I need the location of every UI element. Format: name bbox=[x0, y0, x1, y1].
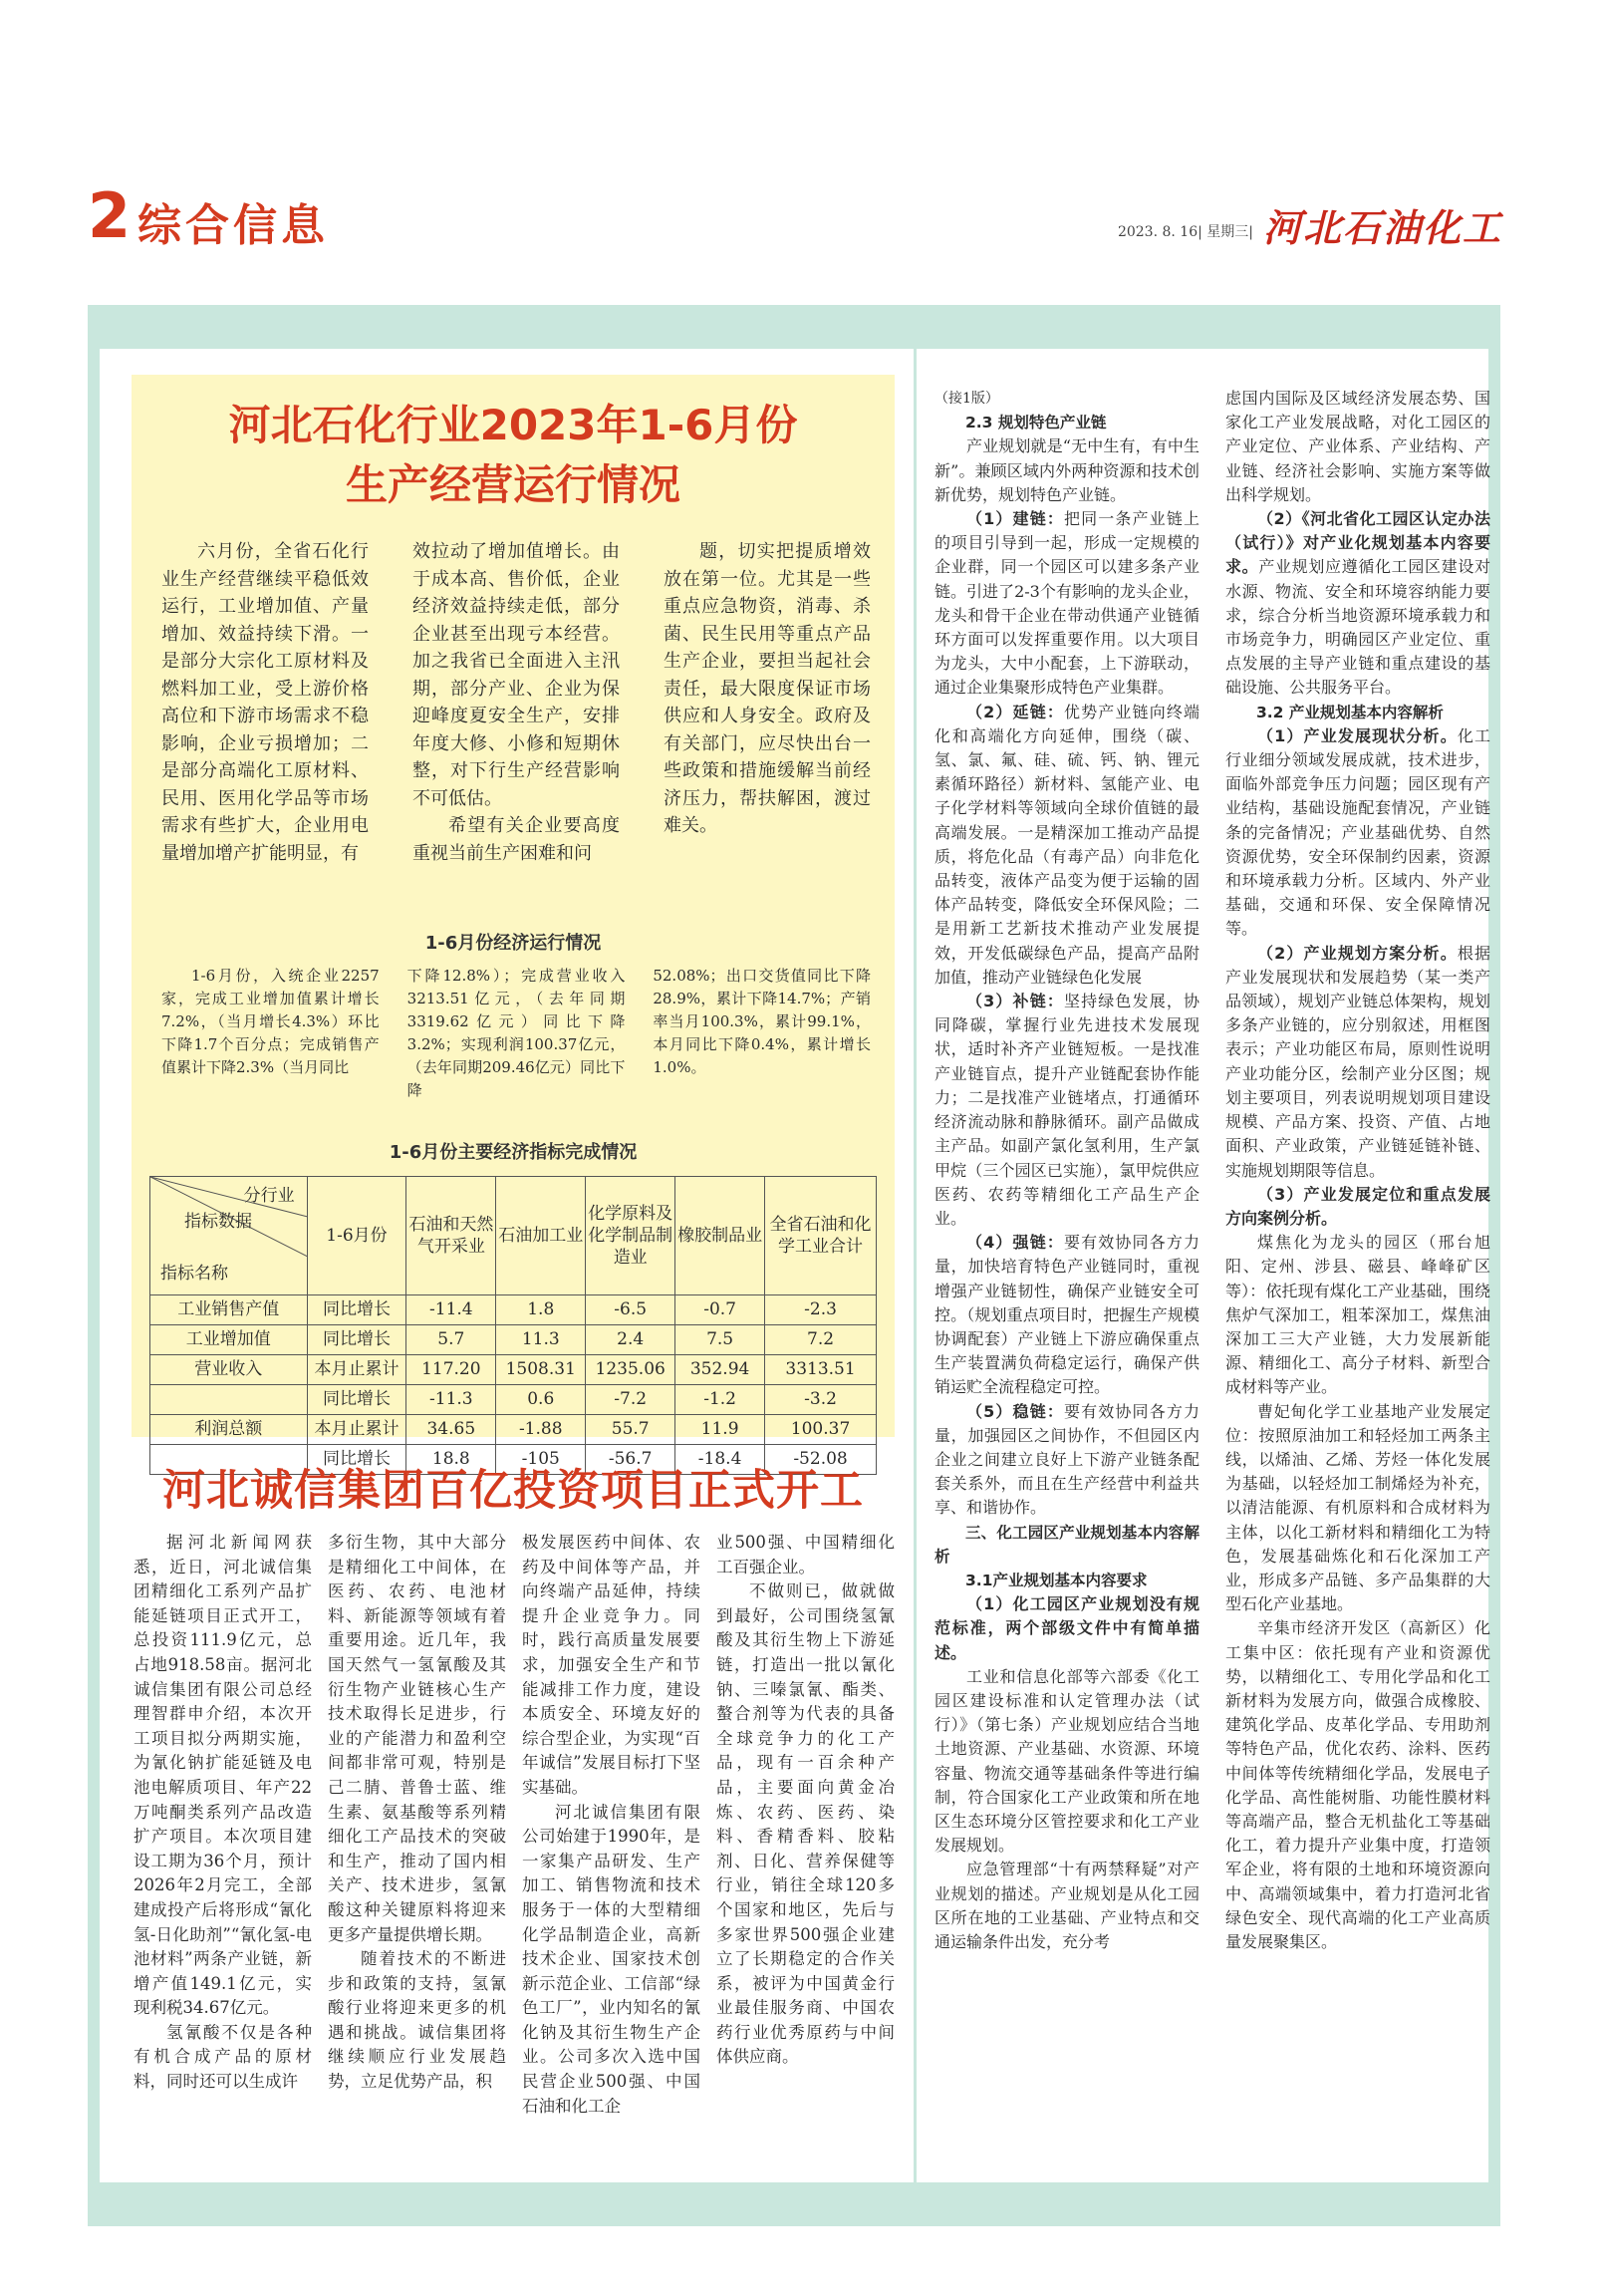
summary-body bbox=[161, 965, 871, 1102]
paragraph: 效拉动了增加值增长。由于成本高、售价低，企业经济效益持续走低，部分企业甚至出现亏本经营。加之我省已全面进入主汛期，部分产业、企业为保迎峰度夏安全生产，安排年度大修、小修和短期休整，对下行生产经营影响不可低估。 bbox=[412, 541, 620, 809]
indicator-name-cell: 工业销售产值 bbox=[150, 1295, 308, 1325]
paragraph bbox=[934, 1592, 1200, 1665]
metric-cell: 本月止累计 bbox=[307, 1355, 406, 1385]
table-row bbox=[150, 1385, 877, 1415]
value-cell: 11.3 bbox=[496, 1325, 586, 1355]
table-body bbox=[150, 1295, 877, 1475]
lead-term: （5）稳链： bbox=[966, 1401, 1064, 1421]
table-header-column: 石油和天然气开采业 bbox=[406, 1177, 496, 1295]
value-cell: -52.08 bbox=[765, 1445, 877, 1475]
lead-term: （2）延链： bbox=[966, 702, 1064, 721]
column-divider bbox=[914, 349, 917, 2182]
section-heading: 三、化工园区产业规划基本内容解析 bbox=[934, 1523, 1200, 1566]
value-cell: 1508.31 bbox=[496, 1355, 586, 1385]
metric-cell: 同比增长 bbox=[307, 1295, 406, 1325]
table-corner-cell bbox=[150, 1177, 308, 1295]
value-cell: 1.8 bbox=[496, 1295, 586, 1325]
value-cell: 7.5 bbox=[675, 1325, 765, 1355]
article-industrial-park-planning bbox=[934, 387, 1490, 1954]
metric-cell: 同比增长 bbox=[307, 1325, 406, 1355]
paragraph: 产业规划就是“无中生有，有中生新”。兼顾区域内外两种资源和技术创新优势，规划特色产业链。 bbox=[934, 436, 1200, 504]
value-cell: -18.4 bbox=[675, 1445, 765, 1475]
table-row bbox=[150, 1415, 877, 1445]
value-cell: 1235.06 bbox=[586, 1355, 675, 1385]
article-production-report bbox=[132, 375, 895, 1469]
value-cell: -1.2 bbox=[675, 1385, 765, 1415]
masthead bbox=[88, 179, 1502, 252]
lead-term: （2）《河北省化工园区认定办法（试行）》对产业化规划基本内容要求。 bbox=[1225, 509, 1490, 577]
paragraph: （2）《河北省化工园区认定办法（试行）》对产业化规划基本内容要求。产业规划应遵循化工园区建设对水源、物流、安全和环境容纳能力要求，综合分析当地资源环境承载力和市场竞争力，明确园区产业定位、重点发展的主导产业链和重点建设的基础设施、公共服务平台。 bbox=[1225, 509, 1490, 698]
table-header-column: 橡胶制品业 bbox=[675, 1177, 765, 1295]
paper-logo: 河北石油化工 bbox=[1262, 205, 1502, 250]
section-heading: 3.1产业规划基本内容要求 bbox=[965, 1571, 1148, 1589]
lead-term: （1）化工园区产业规划没有规范标准，两个部级文件中有简单描述。 bbox=[934, 1594, 1200, 1662]
continuation-note: （接1版） bbox=[934, 391, 999, 407]
paragraph: 随着技术的不断进步和政策的支持，氢氰酸行业将迎来更多的机遇和挑战。诚信集团将继续顺应行业发展趋势，立足优势产品，积 bbox=[328, 1949, 506, 2092]
value-cell: 2.4 bbox=[586, 1325, 675, 1355]
paragraph: 辛集市经济开发区（高新区）化工集中区：依托现有产业和资源优势，以精细化工、专用化学品和化工新材料为发展方向，做强合成橡胶、建筑化学品、皮革化学品、专用助剂等特色产品，优化农药、涂料、医药中间体等传统精细化学品，发展电子化学品、高性能树脂、功能性膜材料等高端产品，整合无机盐化工等基础化工，着力提升产业集中度，打造领军企业，将有限的土地和环境资源向中、高端领域集中，着力打造河北省绿色安全、现代高端的化工产业高质量发展聚集区。 bbox=[1225, 1618, 1490, 1951]
paragraph: （2）延链：优势产业链向终端化和高端化方向延伸，围绕（碳、氢、氯、氟、硅、硫、钙、钠、锂元素循环路径）新材料、氢能产业、电子化学材料等领域向全球价值链的最高端发展。一是精深加工推动产品提质，将危化品（有毒产品）向非危化品转变，液体产品变为便于运输的固体产品转变，降低安全环保风险；二是用新工艺新技术推动产业发展提效，开发低碳绿色产品，提高产品附加值，推动产业链绿色化发展 bbox=[934, 702, 1200, 987]
section-heading: 2.3 规划特色产业链 bbox=[965, 414, 1107, 432]
body-column bbox=[328, 1531, 506, 2119]
paragraph: 河北诚信集团有限公司始建于1990年，是一家集产品研发、生产加工、销售物流和技术服务于一体的大型精细化学品制造企业，高新技术企业、国家技术创新示范企业、工信部“绿色工厂”，业内知名的氰化钠及其衍生物生产企业。公司多次入选中国民营企业500强、中国石油和化工企 bbox=[522, 1802, 700, 2116]
body-column bbox=[716, 1531, 895, 2119]
body-column bbox=[133, 1531, 312, 2119]
indicator-name-cell: 工业增加值 bbox=[150, 1325, 308, 1355]
metric-cell: 同比增长 bbox=[307, 1385, 406, 1415]
value-cell: 100.37 bbox=[765, 1415, 877, 1445]
value-cell: 7.2 bbox=[765, 1325, 877, 1355]
table-header-column: 石油加工业 bbox=[496, 1177, 586, 1295]
metric-cell: 本月止累计 bbox=[307, 1415, 406, 1445]
body-column bbox=[522, 1531, 700, 2119]
summary-column: 1-6月份，入统企业2257家，完成工业增加值累计增长7.2%，（当月增长4.3%）环比下降1.7个百分点；完成销售产值累计下降2.3%（当月同比 bbox=[161, 967, 380, 1076]
article-body bbox=[161, 538, 871, 867]
value-cell: 55.7 bbox=[586, 1415, 675, 1445]
lead-term: （3）补链： bbox=[966, 992, 1064, 1011]
value-cell: -56.7 bbox=[586, 1445, 675, 1475]
paragraph: 极发展医药中间体、农药及中间体等产品，并向终端产品延伸，持续提升企业竞争力。同时，践行高质量发展要求，加强安全生产和节能减排工作力度，建设本质安全、环境友好的综合型企业，为实现“百年诚信”发展目标打下坚实基础。 bbox=[522, 1533, 700, 1797]
paragraph bbox=[1225, 1183, 1490, 1231]
table-header-period: 1-6月份 bbox=[307, 1177, 406, 1295]
summary-heading: 1-6月份经济运行情况 bbox=[424, 933, 602, 954]
indicator-table bbox=[149, 1176, 877, 1475]
body-column bbox=[1225, 387, 1490, 1954]
value-cell: 3313.51 bbox=[765, 1355, 877, 1385]
indicator-name-cell: 利润总额 bbox=[150, 1415, 308, 1445]
table-row bbox=[150, 1295, 877, 1325]
body-column: 题，切实把提质增效放在第一位。尤其是一些重点应急物资，消毒、杀菌、民生民用等重点产品生产企业，要担当起社会责任，最大限度保证市场供应和人身安全。政府及有关部门，应尽快出台一些政策和措施缓解当前经济压力，帮扶解困，渡过难关。 bbox=[664, 541, 871, 836]
value-cell: 5.7 bbox=[406, 1325, 496, 1355]
summary-column: 下降12.8%）；完成营业收入3213.51亿元，（去年同期3319.62亿元）同比下降3.2%；实现利润100.37亿元，（去年同期209.46亿元）同比下降 bbox=[406, 967, 626, 1099]
paragraph: （2）产业规划方案分析。根据产业发展现状和发展趋势（某一类产品领域），规划产业链总体架构，规划多条产业链的，应分别叙述，用框图表示；产业功能区布局，原则性说明产业功能分区，绘制产业分区图；规划主要项目，列表说明规划项目建设规模、产品方案、投资、产值、占地面积、产业政策，产业链延链补链、实施规划期限等信息。 bbox=[1225, 943, 1490, 1180]
corner-label-indicator: 指标名称 bbox=[160, 1264, 228, 1284]
page-number: 2 bbox=[88, 179, 132, 252]
value-cell: -0.7 bbox=[675, 1295, 765, 1325]
lead-term: （1）建链： bbox=[966, 509, 1064, 529]
value-cell: 117.20 bbox=[406, 1355, 496, 1385]
value-cell: -6.5 bbox=[586, 1295, 675, 1325]
table-header-column: 全省石油和化学工业合计 bbox=[765, 1177, 877, 1295]
value-cell: 0.6 bbox=[496, 1385, 586, 1415]
value-cell: -7.2 bbox=[586, 1385, 675, 1415]
paragraph: 虑国内国际及区域经济发展态势、国家化工产业发展战略，对化工园区的产业定位、产业体系、产业结构、产业链、经济社会影响、实施方案等做出科学规划。 bbox=[1225, 389, 1490, 504]
paragraph: 不做则已，做就做到最好，公司围绕氢氰酸及其衍生物上下游延链，打造出一批以氰化钠、三嗪氯氰、酯类、螯合剂等为代表的具备全球竞争力的化工产品，现有一百余种产品，主要面向黄金冶炼、农药、医药、染料、香精香料、胶粘剂、日化、营养保健等行业，销往全球120多个国家和地区，先后与多家世界500强企业建立了长期稳定的合作关系，被评为中国黄金行业最佳服务商、中国农药行业优秀原药与中间体供应商。 bbox=[716, 1581, 895, 2067]
section-title: 综合信息 bbox=[137, 200, 329, 251]
corner-label-data: 指标数据 bbox=[184, 1212, 252, 1232]
paragraph: （1）产业发展现状分析。化工行业细分领域发展成就，技术进步，面临外部竞争压力问题；园区现有产业结构，基础设施配套情况，产业链条的完备情况；产业基础优势、自然资源优势，安全环保制约因素，资源和环境承载力分析。区域内、外产业基础，交通和环保、安全保障情况等。 bbox=[1225, 725, 1490, 939]
paragraph: 多衍生物，其中大部分是精细化工中间体，在医药、农药、电池材料、新能源等领域有着重要用途。近几年，我国天然气一氢氰酸及其衍生物产业链核心生产技术取得长足进步，行业的产能潜力和盈利空间都非常可观，特别是己二腈、普鲁士蓝、维生素、氨基酸等系列精细化工产品技术的突破和生产，推动了国内相关产、技术进步，氢氰酸这种关键原料将迎来更多产量提供增长期。 bbox=[328, 1533, 506, 1944]
value-cell: 11.9 bbox=[675, 1415, 765, 1445]
paragraph: （4）强链：要有效协同各方力量，加快培育特色产业链同时，重视增强产业链韧性，确保产业链安全可控。（规划重点项目时，把握生产规模协调配套）产业链上下游应确保重点生产装置满负荷稳定运行，确保产供销运贮全流程稳定可控。 bbox=[934, 1233, 1200, 1397]
paragraph: 工业和信息化部等六部委《化工园区建设标准和认定管理办法（试行）》（第七条）产业规划应结合当地土地资源、产业基础、水资源、环境容量、物流交通等基础条件等进行编制，符合国家化工产业政策和所在地区生态环境分区管控要求和化工产业发展规划。 bbox=[934, 1666, 1200, 1856]
issue-weekday: 星期三 bbox=[1206, 224, 1249, 240]
value-cell: 34.65 bbox=[406, 1415, 496, 1445]
article-title-line2: 生产经营运行情况 bbox=[345, 460, 680, 509]
paragraph: 煤焦化为龙头的园区（邢台旭阳、定州、涉县、磁县、峰峰矿区等）：依托现有煤化工产业基础，围绕焦炉气深加工，粗苯深加工，煤焦油深加工三大产业链，大力发展新能源、精细化工、高分子材料、新型合成材料等产业。 bbox=[1225, 1233, 1490, 1397]
body-column bbox=[412, 538, 620, 867]
table-heading: 1-6月份主要经济指标完成情况 bbox=[389, 1142, 638, 1163]
value-cell: -2.3 bbox=[765, 1295, 877, 1325]
article-title-line1: 河北石化行业2023年1-6月份 bbox=[228, 401, 798, 449]
lead-term: （1）产业发展现状分析。 bbox=[1257, 725, 1458, 745]
paragraph: 应急管理部“十有两禁释疑”对产业规划的描述。产业规划是从化工园区所在地的工业基础、产业特点和交通运输条件出发，充分考 bbox=[934, 1860, 1200, 1951]
value-cell: -1.88 bbox=[496, 1415, 586, 1445]
issue-date: 2023. 8. 16 bbox=[1117, 224, 1199, 240]
value-cell: 18.8 bbox=[406, 1445, 496, 1475]
section-heading: 3.2 产业规划基本内容解析 bbox=[1256, 703, 1444, 721]
lead-term: （4）强链： bbox=[966, 1233, 1064, 1253]
value-cell: -11.4 bbox=[406, 1295, 496, 1325]
issue-date-line: 2023. 8. 16| 星期三| bbox=[1117, 224, 1253, 240]
paragraph: （5）稳链：要有效协同各方力量，加强园区之间协作，不但园区内企业之间建立良好上下游产业链条配套关系外，而且在生产经营中利益共享、和谐协作。 bbox=[934, 1401, 1200, 1518]
content-area bbox=[100, 349, 1488, 2182]
table-row bbox=[150, 1325, 877, 1355]
value-cell: -105 bbox=[496, 1445, 586, 1475]
lead-term: （2）产业规划方案分析。 bbox=[1257, 943, 1458, 963]
corner-label-industry: 分行业 bbox=[243, 1186, 295, 1206]
paragraph: 业500强、中国精细化工百强企业。 bbox=[716, 1533, 895, 1577]
paragraph: （3）补链：坚持绿色发展，协同降碳，掌握行业先进技术发展现状，适时补齐产业链短板。一是找准产业链盲点，提升产业链配套协作能力；二是找准产业链堵点，打通循环经济流动脉和静脉循环。副产品做成主产品。如副产氯化氢利用，生产氯甲烷（三个园区已实施），氯甲烷供应医药、农药等精细化工产品生产企业。 bbox=[934, 992, 1200, 1228]
indicator-name-cell: 营业收入 bbox=[150, 1355, 308, 1385]
value-cell: -11.3 bbox=[406, 1385, 496, 1415]
content-frame bbox=[88, 305, 1500, 2226]
summary-column: 52.08%；出口交货值同比下降28.9%，累计下降14.7%；产销率当月100.3%，累计99.1%，本月同比下降0.4%，累计增长1.0%。 bbox=[653, 967, 872, 1076]
table-header-column: 化学原料及化学制品制造业 bbox=[586, 1177, 675, 1295]
paragraph: 氢氰酸不仅是各种有机合成产品的原材料，同时还可以生成许 bbox=[133, 2022, 312, 2092]
body-column bbox=[934, 387, 1200, 1954]
paragraph: 据河北新闻网获悉，近日，河北诚信集团精细化工系列产品扩能延链项目正式开工，总投资111.9亿元，总占地918.58亩。据河北诚信集团有限公司总经理智群申介绍，本次开工项目拟分两期实施，为氰化钠扩能延链及电池电解质项目、年产22万吨酮类系列产品改造扩产项目。本次项目建设工期为36个月，预计2026年2月完工，全部建成投产后将形成“氰化氢-日化助剂”“氰化氢-电池材料”两条产业链，新增产值149.1亿元，实现利税34.67亿元。 bbox=[133, 1533, 312, 2018]
indicator-name-cell bbox=[150, 1385, 308, 1415]
metric-cell: 同比增长 bbox=[307, 1445, 406, 1475]
value-cell: 352.94 bbox=[675, 1355, 765, 1385]
article-investment-title: 河北诚信集团百亿投资项目正式开工 bbox=[162, 1466, 864, 1516]
table-row bbox=[150, 1355, 877, 1385]
paragraph: 曹妃甸化学工业基地产业发展定位：按照原油加工和轻烃加工两条主线，以烯油、乙烯、芳烃一体化发展为基础，以轻烃加工制烯烃为补充，以清洁能源、有机原料和合成材料为主体，以化工新材料和精细化工为特色，发展基础炼化和石化深加工产业，形成多产品链、多产品集群的大型石化产业基地。 bbox=[1225, 1401, 1490, 1614]
paragraph: （1）建链：把同一条产业链上的项目引导到一起，形成一定规模的企业群，同一个园区可以建多条产业链。引进了2-3个有影响的龙头企业，龙头和骨干企业在带动供通产业链循环方面可以发挥重要作用。以大项目为龙头，大中小配套，上下游联动，通过企业集聚形成特色产业集群。 bbox=[934, 509, 1200, 698]
body-column: 六月份，全省石化行业生产经营继续平稳低效运行，工业增加值、产量增加、效益持续下滑。一是部分大宗化工原材料及燃料加工业，受上游价格高位和下游市场需求不稳影响，企业亏损增加；二是部分高端化工原材料、民用、医用化学品等市场需求有些扩大，企业用电量增加增产扩能明显，有 bbox=[161, 541, 369, 864]
value-cell: -3.2 bbox=[765, 1385, 877, 1415]
paragraph: 希望有关企业要高度重视当前生产困难和问 bbox=[412, 815, 620, 864]
article-investment-body bbox=[133, 1531, 895, 2119]
lead-term: （3）产业发展定位和重点发展方向案例分析。 bbox=[1225, 1184, 1490, 1228]
